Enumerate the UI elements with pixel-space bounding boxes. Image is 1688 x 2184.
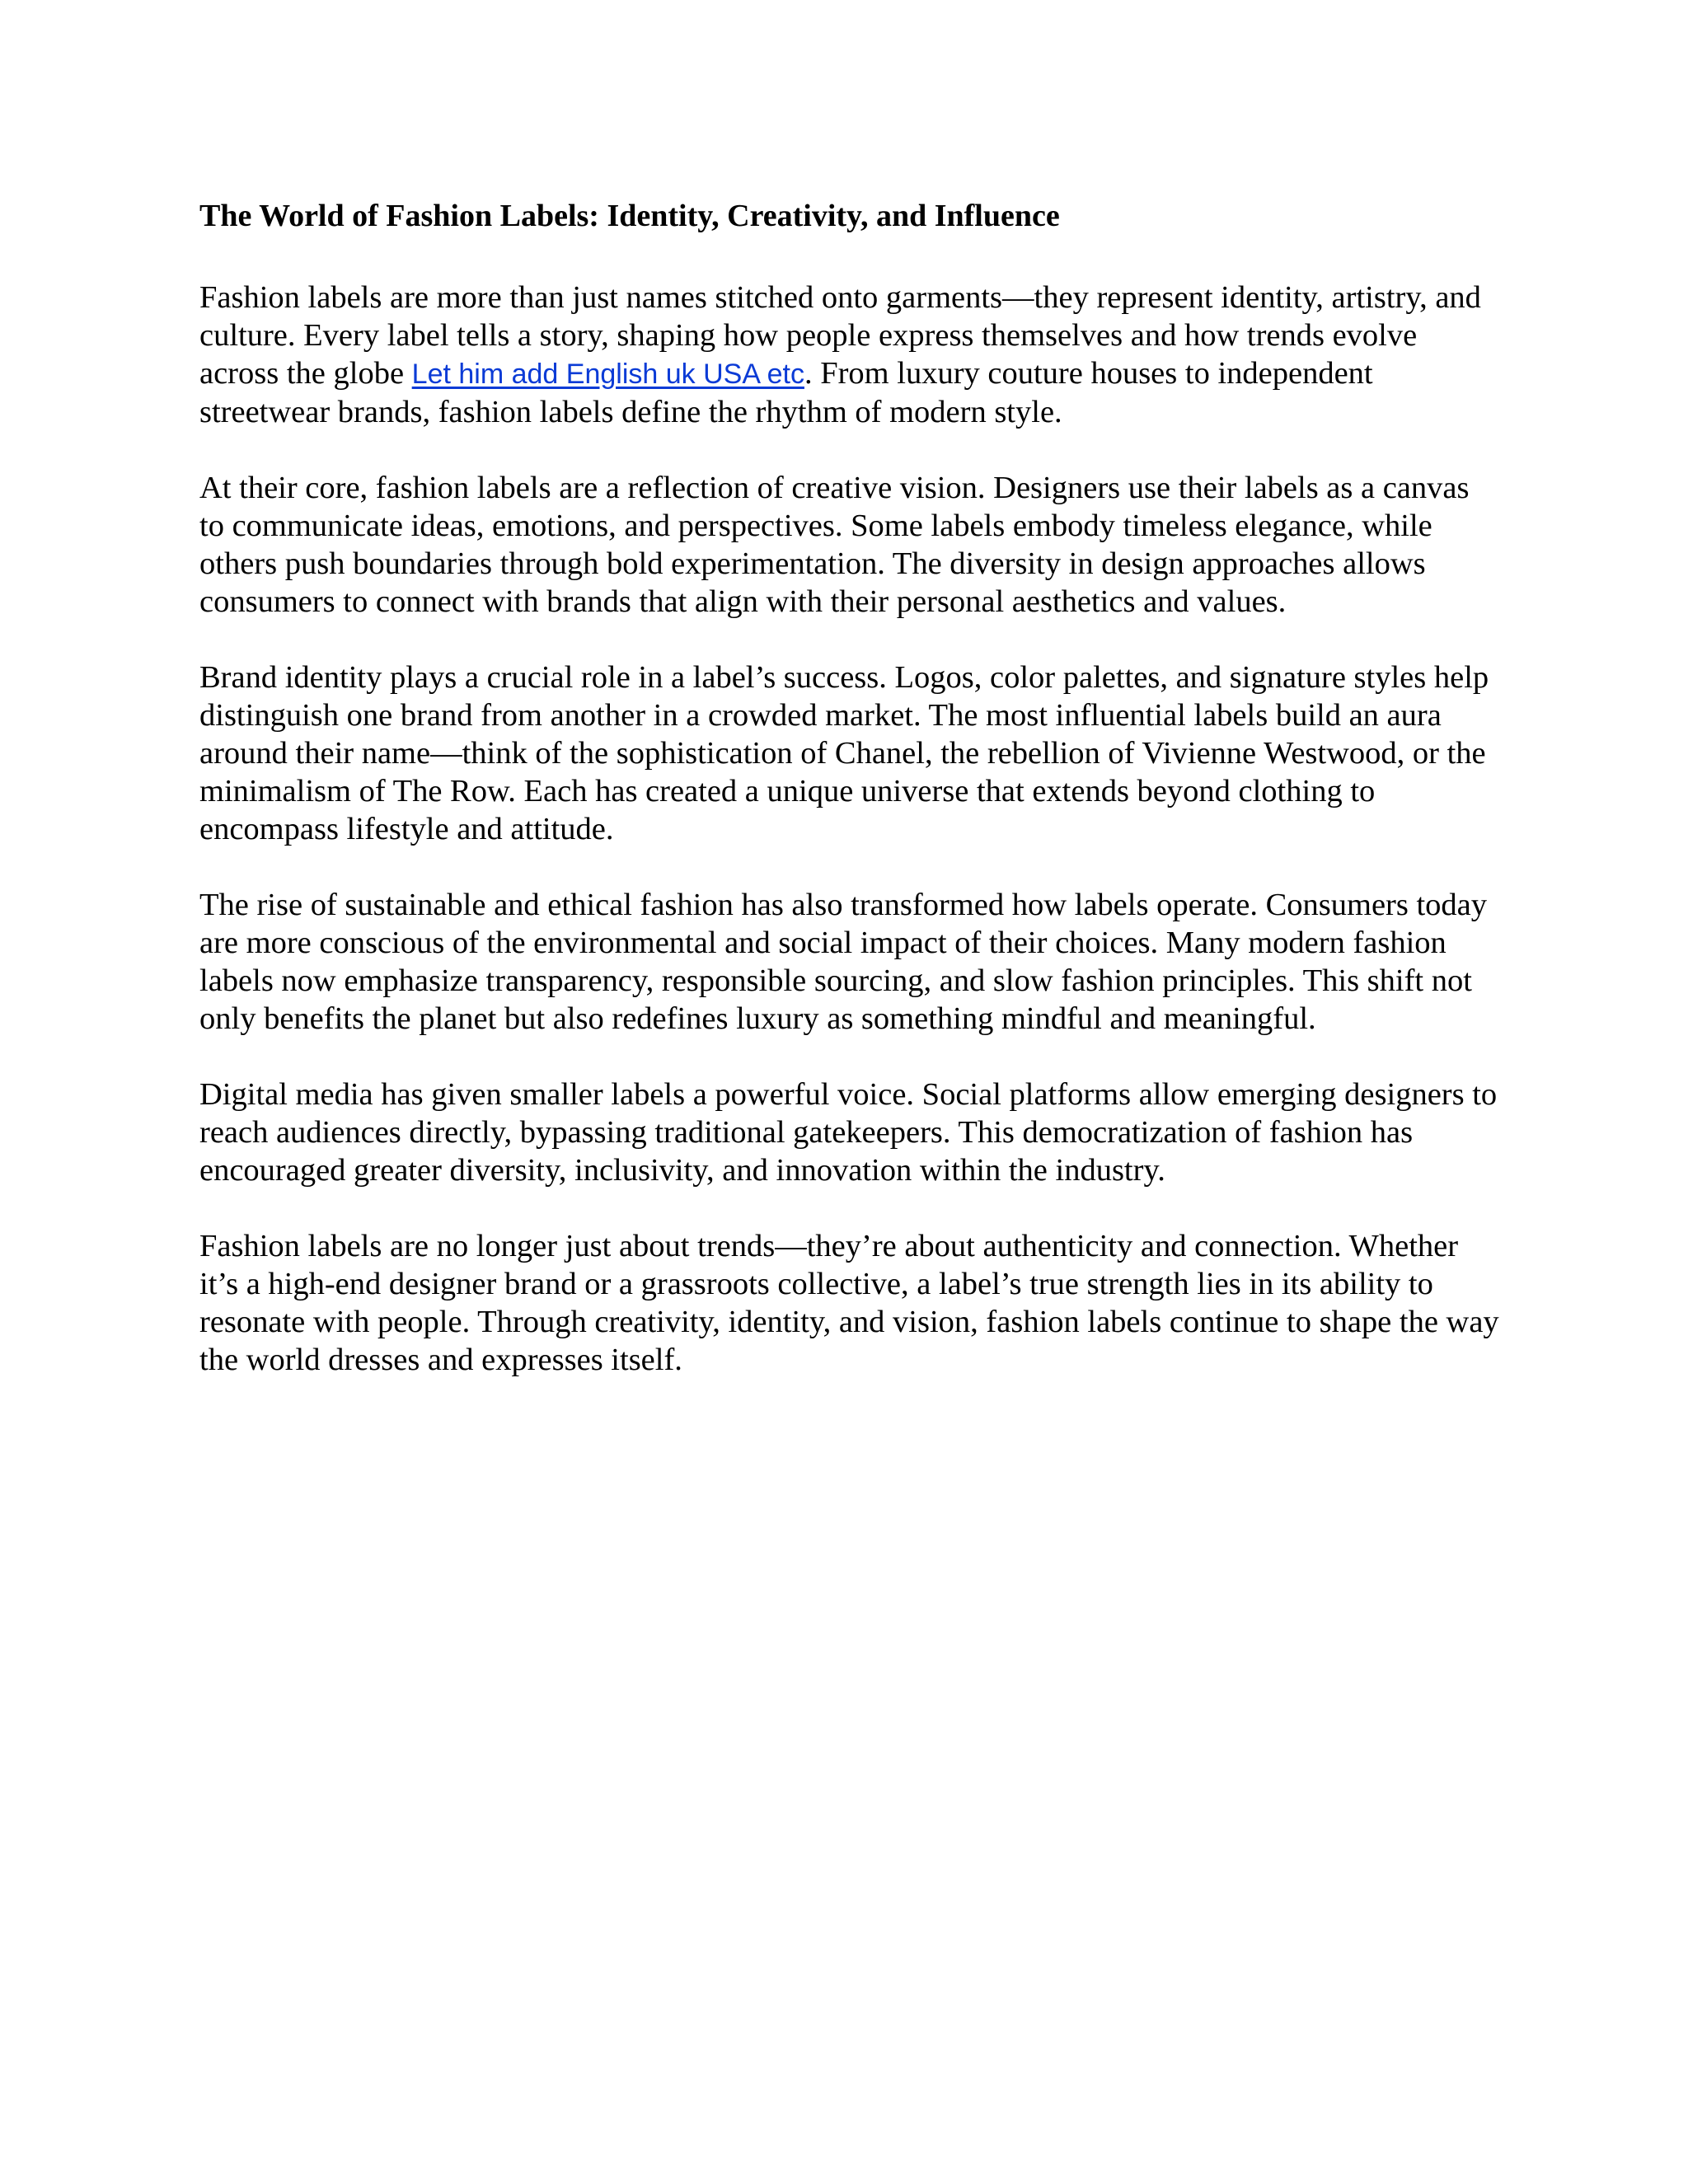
paragraph-conclusion: Fashion labels are no longer just about trends—they’re about authenticity and connection. Whether it’s a high-end designer brand or a grassroots collective, a label’s true strength lies in its ability to resonate with people. Through creativity, identity, and vision, fashion labels continue to shape the way the world dresses and expresses itself. <box>199 1229 1499 1377</box>
paragraph-digital-media: Digital media has given smaller labels a powerful voice. Social platforms allow emerging designers to reach audiences directly, bypassing traditional gatekeepers. This democratization of fashion has encouraged greater diversity, inclusivity, and innovation within the industry. <box>199 1077 1498 1188</box>
paragraph-intro <box>199 279 1502 431</box>
paragraph-intro-text-after-note: . From luxury couture houses to independent streetwear brands, fashion labels define the rhythm of modern style. <box>199 356 1373 429</box>
paragraph-sustainability: The rise of sustainable and ethical fashion has also transformed how labels operate. Consumers today are more conscious of the environmental and social impact of their choices. Many modern fashion labels now emphasize transparency, responsible sourcing, and slow fashion principles. This shift not only benefits the planet but also redefines luxury as something mindful and meaningful. <box>199 888 1488 1036</box>
paragraph-creative-vision: At their core, fashion labels are a reflection of creative vision. Designers use their labels as a canvas to communicate ideas, emotions, and perspectives. Some labels embody timeless elegance, while others push boundaries through bold experimentation. The diversity in design approaches allows consumers to connect with brands that align with their personal aesthetics and values. <box>199 471 1470 619</box>
paragraph-brand-identity: Brand identity plays a crucial role in a label’s success. Logos, color palettes, and signature styles help distinguish one brand from another in a crowded market. The most influential labels build an aura around their name—think of the sophistication of Chanel, the rebellion of Vivienne Westwood, or the minimalism of The Row. Each has created a unique universe that extends beyond clothing to encompass lifestyle and attitude. <box>199 660 1489 846</box>
document-title: The World of Fashion Labels: Identity, Creativity, and Influence <box>199 199 1060 233</box>
paragraph-intro-text-before-note: Fashion labels are more than just names stitched onto garments—they represent identity, artistry, and culture. Every label tells a story, shaping how people express themselves and how trends evolve across the globe <box>199 280 1481 391</box>
inline-comment-note: Let him add English uk USA etc <box>411 359 804 390</box>
document-body <box>199 194 1502 1379</box>
